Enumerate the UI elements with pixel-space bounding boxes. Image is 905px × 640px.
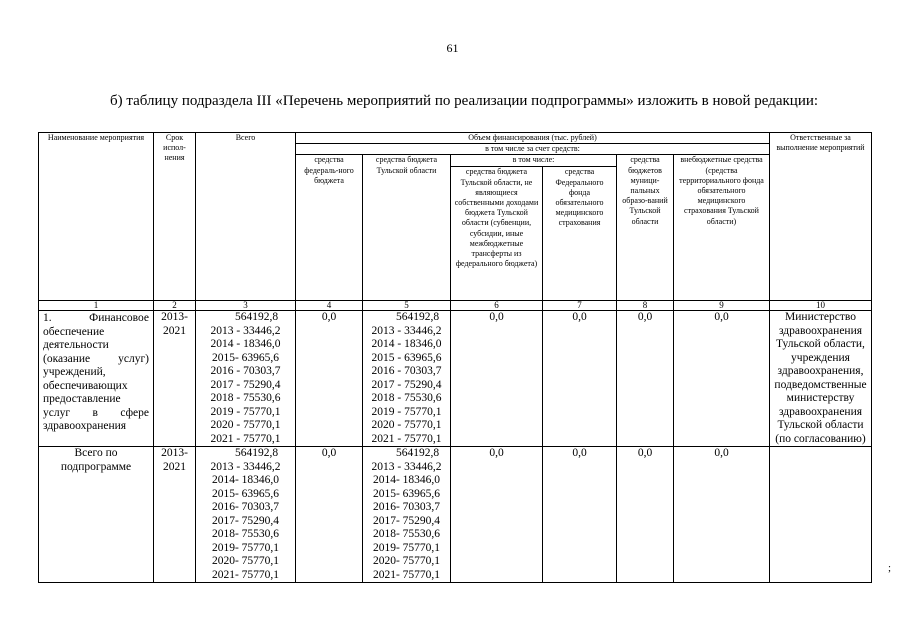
- year-value: 2019 - 75770,1: [210, 405, 281, 418]
- measure-name-line: учреждений,: [43, 366, 106, 379]
- header-regional: средства бюджета Тульской области: [363, 155, 451, 301]
- federal-cell: 0,0: [296, 311, 363, 447]
- year-value: 2015 - 63965,6: [371, 351, 442, 364]
- header-including-sources: в том числе за счет средств:: [296, 144, 770, 155]
- year-value: 2017- 75290,4: [211, 514, 280, 527]
- year-value: 2017- 75290,4: [372, 514, 441, 527]
- year-value: 2016- 70303,7: [211, 501, 280, 514]
- measure-name-line: 1. Финансовое: [43, 312, 149, 325]
- year-value: 2013 - 33446,2: [371, 460, 442, 473]
- extrabudget-cell: 0,0: [674, 311, 770, 447]
- total-cell: [196, 311, 296, 447]
- year-value: 2015- 63965,6: [211, 487, 280, 500]
- closing-semicolon: ;: [888, 562, 892, 574]
- measure-name-line: (оказание услуг): [43, 352, 149, 365]
- page-number: 61: [446, 41, 459, 55]
- header-including: в том числе:: [451, 155, 617, 167]
- year-value: 2020- 75770,1: [211, 555, 280, 568]
- col-number: 5: [363, 301, 451, 311]
- header-municipal: средства бюджетов муници-пальных образо-ваний Тульской области: [617, 155, 674, 301]
- ffoms-cell: 0,0: [543, 311, 617, 447]
- total-value: 564192,8: [234, 447, 279, 460]
- year-value: 2018 - 75530,6: [371, 392, 442, 405]
- header-ffoms: средства Федерального фонда обязательного медицинского страхования: [543, 167, 617, 301]
- measure-name-line: деятельности: [43, 339, 109, 352]
- term-cell: 2013-2021: [154, 311, 196, 447]
- total-value: 564192,8: [234, 311, 279, 324]
- col-number: 10: [770, 301, 872, 311]
- year-value: 2013 - 33446,2: [371, 324, 442, 337]
- header-federal: средства федераль-ного бюджета: [296, 155, 363, 301]
- header-term: Срок испол-нения: [154, 133, 196, 301]
- year-value: 2013 - 33446,2: [210, 460, 281, 473]
- regional-total-value: 564192,8: [395, 447, 440, 460]
- year-value: 2016 - 70303,7: [210, 365, 281, 378]
- responsible-cell: [770, 447, 872, 583]
- header-non-own: средства бюджета Тульской области, не являющиеся собственными доходами бюджета Тульской области (субвенции, субсидии, иные межбюджетные трансферты из федерального бюджета): [451, 167, 543, 301]
- year-value: 2018- 75530,6: [211, 528, 280, 541]
- year-value: 2021 - 75770,1: [210, 432, 281, 445]
- responsible-cell: Министерство здравоохранения Тульской области, учреждения здравоохранения, подведомственные министерству здравоохранения Тульской области (по согласованию): [770, 311, 872, 447]
- ffoms-cell: 0,0: [543, 447, 617, 583]
- measure-name-cell: [39, 311, 154, 447]
- year-value: 2021 - 75770,1: [371, 432, 442, 445]
- year-value: 2021- 75770,1: [372, 568, 441, 581]
- measure-name-line: здравоохранения: [43, 420, 127, 433]
- measure-name-cell: Всего по подпрограмме: [39, 447, 154, 583]
- col-number: 9: [674, 301, 770, 311]
- year-value: 2014- 18346,0: [372, 474, 441, 487]
- table-row: [39, 311, 872, 447]
- year-value: 2020 - 75770,1: [371, 419, 442, 432]
- regional-cell: [363, 447, 451, 583]
- non-own-cell: 0,0: [451, 311, 543, 447]
- measure-name-line: услуг в сфере: [43, 406, 149, 419]
- non-own-cell: 0,0: [451, 447, 543, 583]
- col-number: 6: [451, 301, 543, 311]
- measure-name-line: обеспечивающих: [43, 379, 128, 392]
- year-value: 2019- 75770,1: [372, 541, 441, 554]
- year-value: 2014- 18346,0: [211, 474, 280, 487]
- measure-name-line: обеспечение: [43, 325, 105, 338]
- year-value: 2018- 75530,6: [372, 528, 441, 541]
- year-value: 2015- 63965,6: [372, 487, 441, 500]
- year-value: 2016- 70303,7: [372, 501, 441, 514]
- federal-cell: 0,0: [296, 447, 363, 583]
- total-cell: [196, 447, 296, 583]
- col-number: 1: [39, 301, 154, 311]
- year-value: 2021- 75770,1: [211, 568, 280, 581]
- municipal-cell: 0,0: [617, 447, 674, 583]
- year-value: 2017 - 75290,4: [210, 378, 281, 391]
- year-value: 2020- 75770,1: [372, 555, 441, 568]
- header-extrabudget: внебюджетные средства (средства территориального фонда обязательного медицинского страхования Тульской области): [674, 155, 770, 301]
- col-number: 7: [543, 301, 617, 311]
- section-heading: б) таблицу подраздела III «Перечень мероприятий по реализации подпрограммы» изложить в новой редакции:: [110, 93, 819, 109]
- regional-total-value: 564192,8: [395, 311, 440, 324]
- measure-name-line: предоставление: [43, 393, 121, 406]
- term-cell: 2013-2021: [154, 447, 196, 583]
- table-row: [39, 447, 872, 583]
- col-number: 3: [196, 301, 296, 311]
- year-value: 2019 - 75770,1: [371, 405, 442, 418]
- measures-table: [38, 132, 872, 583]
- year-value: 2019- 75770,1: [211, 541, 280, 554]
- col-number: 8: [617, 301, 674, 311]
- col-number: 4: [296, 301, 363, 311]
- header-responsible: Ответственные за выполнение мероприятий: [770, 133, 872, 301]
- col-number: 2: [154, 301, 196, 311]
- municipal-cell: 0,0: [617, 311, 674, 447]
- extrabudget-cell: 0,0: [674, 447, 770, 583]
- regional-cell: [363, 311, 451, 447]
- year-value: 2015- 63965,6: [211, 351, 280, 364]
- year-value: 2014 - 18346,0: [371, 338, 442, 351]
- year-value: 2013 - 33446,2: [210, 324, 281, 337]
- header-total: Всего: [196, 133, 296, 301]
- year-value: 2018 - 75530,6: [210, 392, 281, 405]
- year-value: 2014 - 18346,0: [210, 338, 281, 351]
- year-value: 2017 - 75290,4: [371, 378, 442, 391]
- year-value: 2020 - 75770,1: [210, 419, 281, 432]
- header-funding: Объем финансирования (тыс. рублей): [296, 133, 770, 144]
- year-value: 2016 - 70303,7: [371, 365, 442, 378]
- header-name: Наименование мероприятия: [39, 133, 154, 301]
